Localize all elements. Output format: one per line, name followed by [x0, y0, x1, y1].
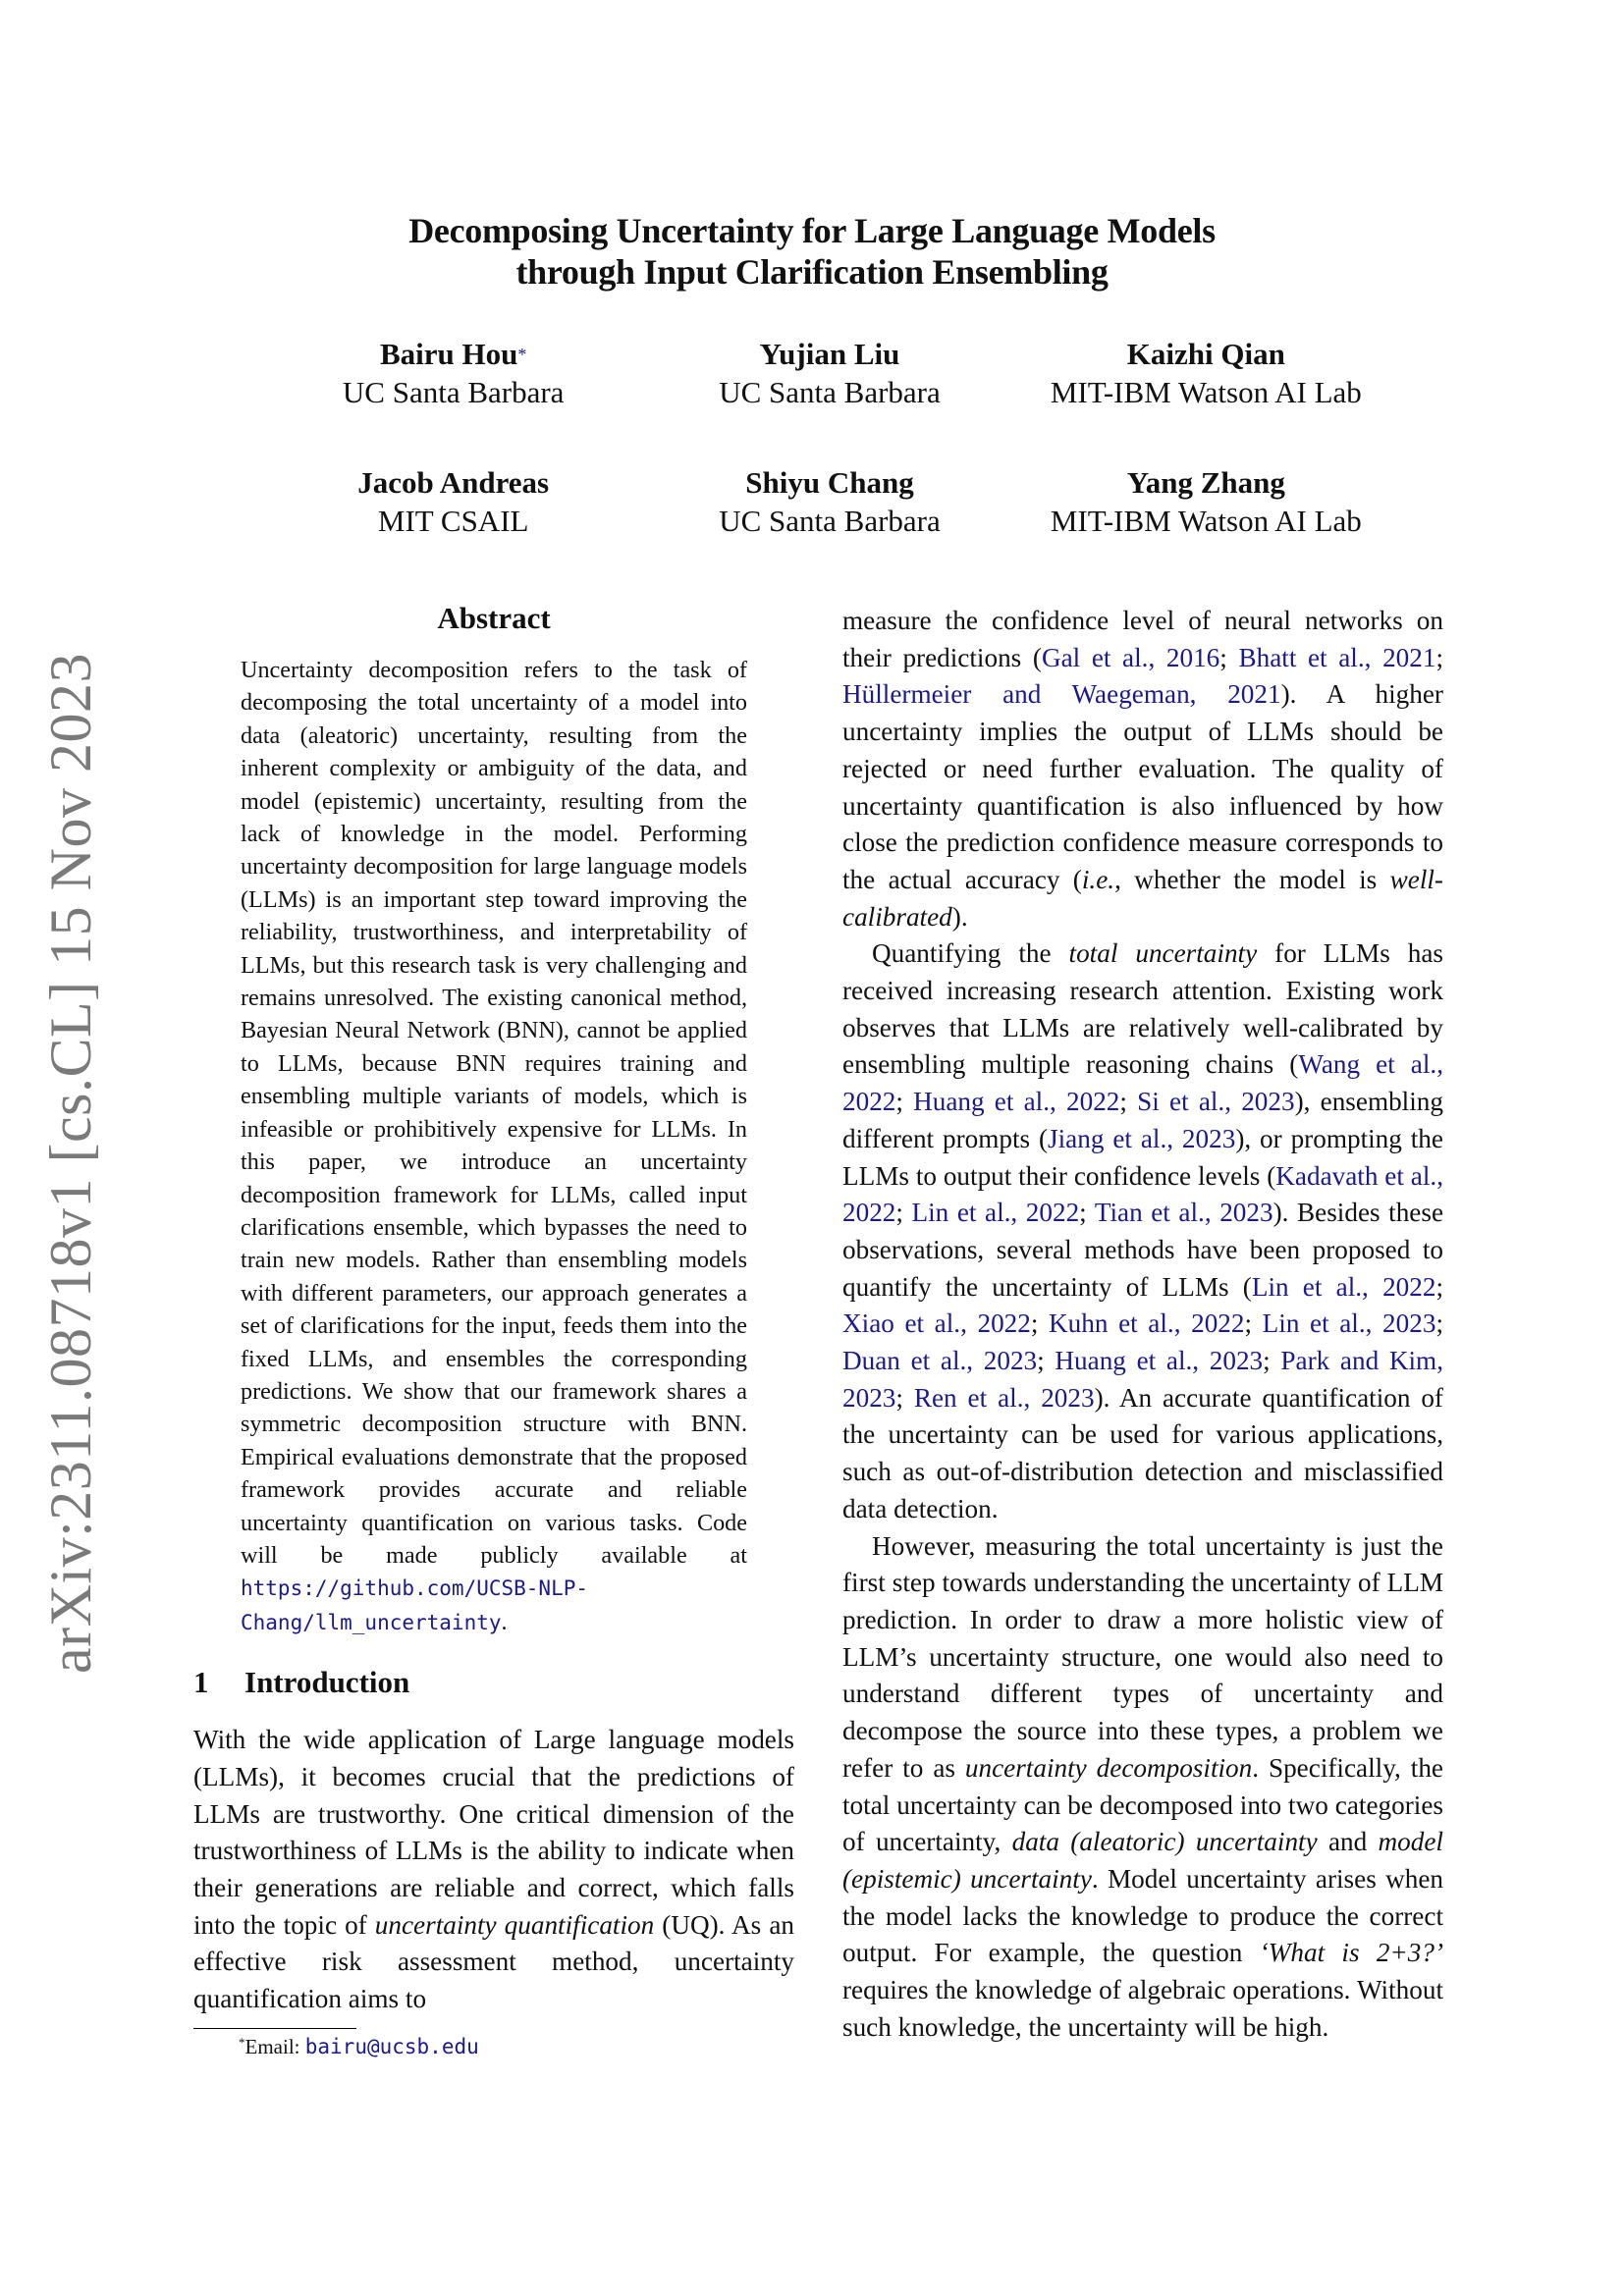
author-affiliation: MIT-IBM Watson AI Lab	[1050, 504, 1362, 538]
citation-link[interactable]: Jiang et al., 2023	[1048, 1123, 1236, 1153]
author-block	[1018, 336, 1394, 412]
citation-link[interactable]: Xiao et al., 2022	[842, 1308, 1031, 1339]
author-affiliation: MIT-IBM Watson AI Lab	[1050, 375, 1362, 409]
citation-link[interactable]: Duan et al., 2023	[842, 1346, 1038, 1376]
section-heading-introduction	[193, 1665, 794, 1700]
author-name: Yujian Liu	[759, 337, 900, 371]
intro-paragraph-1: With the wide application of Large language models (LLMs), it becomes crucial that the predictions of LLMs are trustworthy. One critical dimension of the trustworthiness of LLMs is the ability to indicate when their generations are reliable and correct, which falls into the topic of uncertainty quantification (UQ). As an effective risk assessment method, uncertainty quantification aims to	[193, 1725, 794, 2014]
author-affiliation: UC Santa Barbara	[342, 375, 565, 409]
author-name: Bairu Hou	[379, 337, 518, 371]
citation-link[interactable]: Si et al., 2023	[1137, 1087, 1295, 1117]
author-block	[265, 464, 641, 541]
citation-link[interactable]: Park and Kim, 2023	[842, 1346, 1443, 1413]
intro-paragraph-1-continued: measure the confidence level of neural networks on their predictions (Gal et al., 2016; Bhatt et al., 2021; Hüllermeier and Waegeman, 2021). A higher uncertainty implies the output of LLMs should be rejected or need further evaluation. The quality of uncertainty quantification is also influenced by how close the prediction confidence measure corresponds to the actual accuracy (i.e., whether the model is well-calibrated).	[842, 606, 1444, 932]
title-line-2: through Input Clarification Ensembling	[515, 252, 1109, 292]
author-block	[265, 336, 641, 412]
footnote-divider	[193, 2028, 356, 2029]
author-block	[1018, 464, 1394, 541]
citation-link[interactable]: Tian et al., 2023	[1094, 1198, 1273, 1228]
right-column	[842, 603, 1443, 2046]
citation-link[interactable]: Lin et al., 2022	[1251, 1271, 1436, 1302]
author-name: Jacob Andreas	[357, 465, 550, 500]
author-block	[641, 464, 1017, 541]
citation-link[interactable]: Hüllermeier and Waegeman, 2021	[842, 679, 1281, 710]
citation-link[interactable]: Kadavath et al., 2022	[842, 1160, 1443, 1228]
paper-title	[0, 210, 1624, 293]
citation-link[interactable]: Gal et al., 2016	[1041, 642, 1220, 672]
citation-link[interactable]: Wang et al., 2022	[842, 1049, 1443, 1117]
intro-paragraph-3: However, measuring the total uncertainty is just the first step towards understanding the uncertainty of LLM prediction. In order to draw a more holistic view of LLM’s uncertainty structure, one would also need to understand different types of uncertainty and decompose the source into these types, a problem we refer to as uncertainty decomposition. Specifically, the total uncertainty can be decomposed into two categories of uncertainty, data (aleatoric) uncertainty and model (epistemic) uncertainty. Model uncertainty arises when the model lacks the knowledge to produce the correct output. For example, the question ‘What is 2+3?’ requires the knowledge of algebraic operations. Without such knowledge, the uncertainty will be high.	[842, 1530, 1444, 2042]
footnote-mark[interactable]: *	[517, 345, 527, 364]
citation-link[interactable]: Huang et al., 2023	[1055, 1346, 1264, 1376]
author-name: Yang Zhang	[1126, 465, 1285, 500]
email-link[interactable]: bairu@ucsb.edu	[304, 2034, 479, 2058]
footnote-email: *Email: bairu@ucsb.edu	[239, 2034, 479, 2058]
citation-link[interactable]: Huang et al., 2022	[913, 1087, 1120, 1117]
author-affiliation: MIT CSAIL	[377, 504, 529, 538]
left-column	[193, 601, 794, 2059]
abstract-heading: Abstract	[437, 601, 551, 635]
author-affiliation: UC Santa Barbara	[719, 375, 941, 409]
code-repo-link[interactable]: https://github.com/UCSB-NLP-Chang/llm_uncertainty	[241, 1576, 589, 1634]
author-name: Kaizhi Qian	[1126, 337, 1285, 371]
citation-link[interactable]: Bhatt et al., 2021	[1238, 642, 1436, 672]
section-title: Introduction	[244, 1665, 410, 1700]
author-block	[641, 336, 1017, 412]
author-affiliation: UC Santa Barbara	[719, 504, 941, 538]
title-line-1: Decomposing Uncertainty for Large Language Models	[408, 211, 1216, 250]
citation-link[interactable]: Kuhn et al., 2022	[1049, 1308, 1245, 1339]
citation-link[interactable]: Lin et al., 2022	[911, 1198, 1080, 1228]
arxiv-identifier-stamp: arXiv:2311.08718v1 [cs.CL] 15 Nov 2023	[38, 653, 103, 1674]
abstract-text: Uncertainty decomposition refers to the task of decomposing the total uncertainty of a model into data (aleatoric) uncertainty, resulting from the inherent complexity or ambiguity of the data, and model (epistemic) uncertainty, resulting from the lack of knowledge in the model. Performing uncertainty decomposition for large language models (LLMs) is an important step toward improving the reliability, trustworthiness, and interpretability of LLMs, but this research task is very challenging and remains unresolved. The existing canonical method, Bayesian Neural Network (BNN), cannot be applied to LLMs, because BNN requires training and ensembling multiple variants of models, which is infeasible or prohibitively expensive for LLMs. In this paper, we introduce an uncertainty decomposition framework for LLMs, called input clarifications ensemble, which bypasses the need to train new models. Rather than ensembling models with different parameters, our approach generates a set of clarifications for the input, feeds them into the fixed LLMs, and ensembles the corresponding predictions. We show that our framework shares a symmetric decomposition structure with BNN. Empirical evaluations demonstrate that the proposed framework provides accurate and reliable uncertainty quantification on various tasks. Code will be made publicly available at https://github.com/UCSB-NLP-Chang/llm_uncertainty.	[241, 657, 747, 1635]
section-number: 1	[193, 1665, 209, 1700]
citation-link[interactable]: Ren et al., 2023	[913, 1382, 1095, 1413]
author-row-2	[265, 464, 1394, 541]
author-name: Shiyu Chang	[745, 465, 914, 500]
author-row-1	[265, 336, 1394, 412]
intro-paragraph-2: Quantifying the total uncertainty for LLMs has received increasing research attention. Existing work observes that LLMs are relatively well-calibrated by ensembling multiple reasoning chains (Wang et al., 2022; Huang et al., 2022; Si et al., 2023), ensembling different prompts (Jiang et al., 2023), or prompting the LLMs to output their confidence levels (Kadavath et al., 2022; Lin et al., 2022; Tian et al., 2023). Besides these observations, several methods have been proposed to quantify the uncertainty of LLMs (Lin et al., 2022; Xiao et al., 2022; Kuhn et al., 2022; Lin et al., 2023; Duan et al., 2023; Huang et al., 2023; Park and Kim, 2023; Ren et al., 2023). An accurate quantification of the uncertainty can be used for various applications, such as out-of-distribution detection and misclassified data detection.	[842, 938, 1444, 1523]
citation-link[interactable]: Lin et al., 2023	[1262, 1308, 1436, 1339]
